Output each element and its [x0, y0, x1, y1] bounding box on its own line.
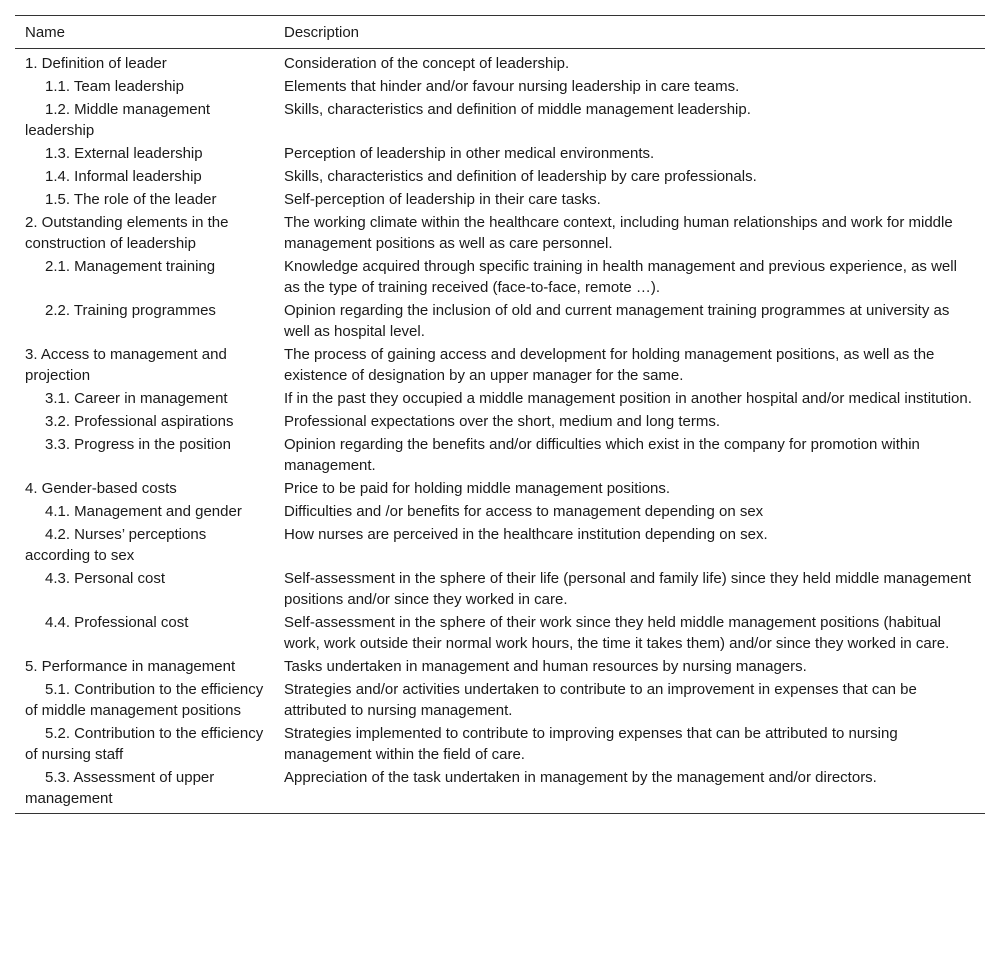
table-row [15, 387, 985, 410]
table-row [15, 477, 985, 500]
category-name: 1. Definition of leader [25, 55, 167, 72]
category-description: Opinion regarding the inclusion of old and current management training programmes at university as well as hospital level. [284, 302, 950, 340]
category-description: Strategies and/or activities undertaken to contribute to an improvement in expenses that can be attributed to nursing management. [284, 681, 917, 719]
category-description: How nurses are perceived in the healthcare institution depending on sex. [284, 526, 768, 543]
table-body [15, 49, 985, 814]
column-header-description: Description [284, 24, 360, 41]
subcategory-name: 2.2. Training programmes [45, 302, 216, 319]
category-name: 2. Outstanding elements in the construction of leadership [25, 214, 229, 252]
category-description: Difficulties and /or benefits for access to management depending on sex [284, 503, 764, 520]
table-row [15, 343, 985, 387]
table-row [15, 98, 985, 142]
table-row [15, 500, 985, 523]
category-description: Self-assessment in the sphere of their work since they held middle management positions (habitual work, work outside their normal work hours, the time it takes them) and/or since they worked in care. [284, 614, 950, 652]
category-description: Knowledge acquired through specific training in health management and previous experience, as well as the type of training received (face-to-face, remote …). [284, 258, 957, 296]
category-description: Professional expectations over the short, medium and long terms. [284, 413, 721, 430]
category-description: Opinion regarding the benefits and/or difficulties which exist in the company for promotion within management. [284, 436, 920, 474]
subcategory-name: 1.1. Team leadership [45, 78, 184, 95]
subcategory-name: 1.4. Informal leadership [45, 168, 202, 185]
table-row [15, 75, 985, 98]
table-row [15, 255, 985, 299]
table-row [15, 523, 985, 567]
category-description: Elements that hinder and/or favour nursing leadership in care teams. [284, 78, 740, 95]
category-description: Tasks undertaken in management and human resources by nursing managers. [284, 658, 807, 675]
subcategory-name: 5.2. Contribution to the efficiency of nursing staff [25, 725, 264, 763]
category-description: Appreciation of the task undertaken in management by the management and/or directors. [284, 769, 877, 786]
header-row [15, 16, 985, 49]
category-description: Strategies implemented to contribute to improving expenses that can be attributed to nursing management within the field of care. [284, 725, 898, 763]
subcategory-name: 3.2. Professional aspirations [45, 413, 234, 430]
subcategory-name: 3.1. Career in management [45, 390, 228, 407]
table-row [15, 165, 985, 188]
table-row [15, 299, 985, 343]
category-description: Self-assessment in the sphere of their life (personal and family life) since they held middle management positions and/or since they worked in care. [284, 570, 972, 608]
table-row [15, 766, 985, 814]
subcategory-name: 4.2. Nurses’ perceptions according to sex [25, 526, 207, 564]
subcategory-name: 1.3. External leadership [45, 145, 203, 162]
table-row [15, 211, 985, 255]
table-row [15, 410, 985, 433]
category-description: If in the past they occupied a middle management position in another hospital and/or medical institution. [284, 390, 972, 407]
table-row [15, 567, 985, 611]
subcategory-name: 2.1. Management training [45, 258, 216, 275]
category-description: Self-perception of leadership in their care tasks. [284, 191, 601, 208]
category-description: Perception of leadership in other medical environments. [284, 145, 655, 162]
table-row [15, 611, 985, 655]
table-row [15, 49, 985, 76]
table-row [15, 188, 985, 211]
category-description: Consideration of the concept of leadership. [284, 55, 570, 72]
categories-table-container [15, 15, 985, 814]
categories-table [15, 15, 985, 814]
category-name: 4. Gender-based costs [25, 480, 177, 497]
table-row [15, 142, 985, 165]
category-name: 3. Access to management and projection [25, 346, 227, 384]
subcategory-name: 5.3. Assessment of upper management [25, 769, 215, 807]
table-row [15, 655, 985, 678]
subcategory-name: 5.1. Contribution to the efficiency of middle management positions [25, 681, 264, 719]
subcategory-name: 4.4. Professional cost [45, 614, 189, 631]
subcategory-name: 4.1. Management and gender [45, 503, 242, 520]
category-description: Skills, characteristics and definition of leadership by care professionals. [284, 168, 757, 185]
subcategory-name: 1.5. The role of the leader [45, 191, 217, 208]
category-name: 5. Performance in management [25, 658, 236, 675]
category-description: The process of gaining access and development for holding management positions, as well as the existence of designation by an upper manager for the same. [284, 346, 935, 384]
column-header-name: Name [25, 24, 66, 41]
subcategory-name: 4.3. Personal cost [45, 570, 166, 587]
table-row [15, 722, 985, 766]
subcategory-name: 3.3. Progress in the position [45, 436, 231, 453]
subcategory-name: 1.2. Middle management leadership [25, 101, 211, 139]
table-header [15, 16, 985, 49]
category-description: Skills, characteristics and definition of middle management leadership. [284, 101, 751, 118]
category-description: The working climate within the healthcare context, including human relationships and work for middle management positions as well as care personnel. [284, 214, 953, 252]
table-row [15, 433, 985, 477]
category-description: Price to be paid for holding middle management positions. [284, 480, 671, 497]
table-row [15, 678, 985, 722]
